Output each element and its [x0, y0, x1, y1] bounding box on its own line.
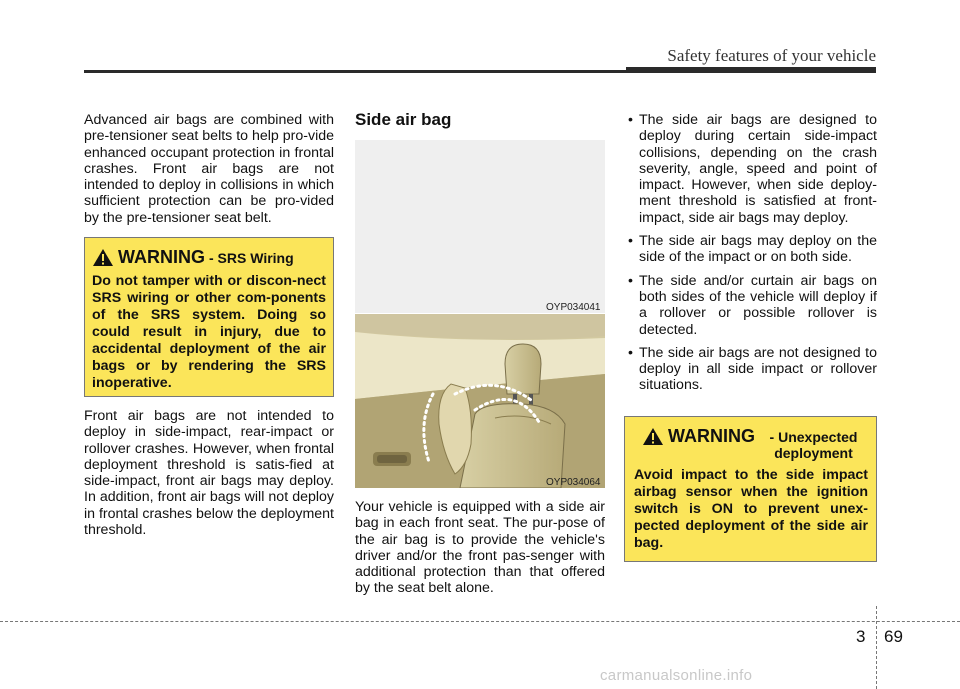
warning-subtitle: - SRS Wiring: [209, 250, 294, 266]
seat-airbag-illustration: [355, 314, 605, 488]
column-2-text: [355, 499, 605, 597]
warning-header: [92, 248, 326, 267]
warning-word: WARNING: [668, 426, 755, 446]
watermark: carmanualsonline.info: [600, 667, 753, 684]
list-item: • The side air bags are designed to deploy during certain side-impact collisions, depending on the crash severity, angle, speed and point of impact. However, when side deploy-ment threshold is satisfied at front-impact, side air bags may deploy.: [624, 112, 877, 226]
figure-2-label: OYP034064: [546, 477, 601, 488]
warning-body: Avoid impact to the side impact airbag sensor when the ignition switch is ON to prevent unex-pected deployment of the side air bag.: [634, 467, 868, 551]
figure-placeholder: [355, 140, 605, 313]
front-airbag-paragraph: Front air bags are not intended to deploy in side-impact, rear-impact or rollover crashes. However, when frontal deployment threshold is satis-fied at side-impact, front air bags may deploy. In addition, front air bags will not deploy in frontal crashes below the deployment threshold.: [84, 408, 334, 539]
bullet-list: [624, 112, 877, 394]
list-item: • The side and/or curtain air bags on both sides of the vehicle will deploy if a rollover or possible rollover is detected.: [624, 273, 877, 338]
warning-box-srs-wiring: [84, 237, 334, 397]
intro-paragraph: Advanced air bags are combined with pre-tensioner seat belts to help pro-vide enhanced occupant protection in frontal crashes. Front air bags are not intended to deploy in collisions in which sufficient protection can be pro-vided by the pre-tensioner seat belt.: [84, 112, 334, 226]
page-number: 69: [884, 627, 903, 646]
side-airbag-paragraph: Your vehicle is equipped with a side air bag in each front seat. The pur-pose of the air bag is to provide the vehicle's driver and/or the front pas-senger with additional protection than that offered by the seat belt alone.: [355, 499, 605, 597]
header-title: Safety features of your vehicle: [667, 46, 876, 65]
chapter-number: 3: [856, 627, 866, 646]
warning-word: WARNING: [118, 247, 205, 267]
warning-triangle-icon: [642, 427, 664, 446]
footer-rule: [0, 621, 960, 622]
warning-body: Do not tamper with or discon-nect SRS wiring or other com-ponents of the SRS system. Doing so could result in injury, due to accidental deployment of the air bags or by rendering the SRS inoperative.: [92, 273, 326, 391]
list-item: • The side air bags are not designed to deploy in all side impact or rollover situations.: [624, 345, 877, 394]
column-1: [84, 112, 334, 226]
warning-subtitle: - Unexpected deployment: [769, 429, 858, 461]
figure-1-label: OYP034041: [546, 302, 601, 313]
warning-triangle-icon: [92, 248, 114, 267]
warning-box-unexpected-deployment: [624, 416, 877, 562]
column-3: [624, 112, 877, 401]
footer-divider: [876, 606, 877, 689]
section-title: Side air bag: [355, 110, 452, 129]
column-1-lower: [84, 408, 334, 538]
side-airbag-figure: [355, 314, 605, 488]
list-item: • The side air bags may deploy on the side of the impact or on both side.: [624, 233, 877, 266]
header-rule-accent: [626, 67, 876, 73]
warning-header: [642, 427, 868, 461]
